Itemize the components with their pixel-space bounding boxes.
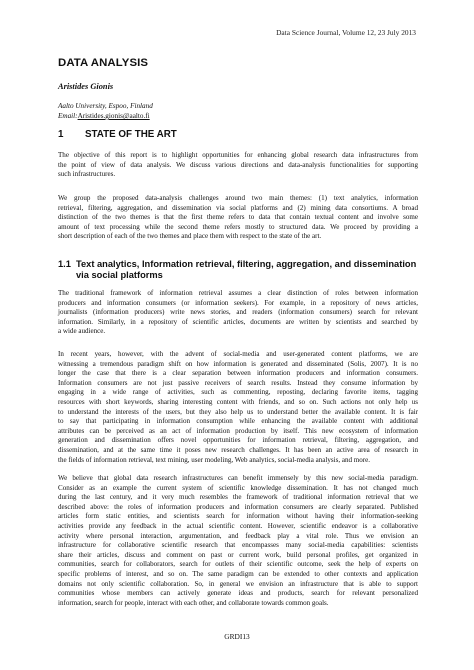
text-line: Information consumers are not just passive receivers of search results. Instead they consume information by bbox=[58, 378, 418, 387]
paragraph-1 bbox=[58, 151, 418, 180]
text-line: information, search for people, interact with each other, and collaborate towards common goals. bbox=[58, 598, 329, 607]
text-line: longer the case that there is a clear separation between information producers and information consumers. bbox=[58, 369, 418, 378]
section-title: STATE OF THE ART bbox=[85, 129, 177, 140]
text-line: journalists (information producers) write news stories, and readers (information consumers) search for relevant bbox=[58, 308, 418, 317]
email-label: Email: bbox=[58, 112, 78, 120]
paragraph-4 bbox=[58, 350, 418, 465]
page-footer: GRDI13 bbox=[224, 632, 250, 641]
text-line: during the last century, and it very much resembles the framework of traditional information retrieval that we bbox=[58, 493, 418, 502]
text-line: information. Similarly, in a repository of scientific articles, documents are written by scientists and searched by bbox=[58, 317, 418, 326]
text-line: short description of each of the two themes and place them with respect to the state of the art. bbox=[58, 232, 322, 241]
text-line: articles form static entities, and scientists search for information without having their information-seeking bbox=[58, 512, 418, 521]
text-line: The traditional framework of information retrieval assumes a clear distinction of roles between information bbox=[58, 289, 418, 297]
affiliation-block bbox=[58, 101, 153, 121]
section-number: 1 bbox=[58, 129, 64, 140]
text-line: In recent years, however, with the advent of social-media and user-generated content platforms, we are bbox=[58, 350, 418, 358]
text-line: witnessing a tremendous paradigm shift on how information is generated and disseminated (Solis, 2007). It is no bbox=[58, 359, 418, 368]
text-line: such infrastructures. bbox=[58, 170, 116, 179]
text-line: domains not only scientific collaboration. So, in general we envision an infrastructure that is able to support bbox=[58, 579, 418, 588]
text-line: The objective of this report is to highlight opportunities for enhancing global research data infrastructures from bbox=[58, 151, 418, 159]
text-line: communities whose members can actively generate ideas and products, search for relevant personalized bbox=[58, 589, 418, 598]
text-line: generation and dissemination offers novel opportunities for information retrieval, filtering, aggregation, and bbox=[58, 436, 418, 445]
paper-title: DATA ANALYSIS bbox=[58, 57, 149, 69]
text-line: share their articles, discuss and comment on past or current work, build personal profiles, get organized in bbox=[58, 550, 418, 559]
subsection-number: 1.1 bbox=[58, 259, 71, 269]
text-line: Consider as an example the current system of scientific knowledge dissemination. It has not changed much bbox=[58, 483, 418, 492]
text-line: attributes can be perceived as an act of information production by itself. This new ecosystem of information bbox=[58, 426, 418, 435]
running-head: Data Science Journal, Volume 12, 23 July 2013 bbox=[276, 28, 416, 37]
text-line: to understand the interests of the users, but they also help us to understand better the available content. It is fair bbox=[58, 407, 418, 416]
text-line: communities, search for collaborators, search for outlets of their scientific outcome, seek the help of experts on bbox=[58, 560, 418, 569]
text-line: producers and information consumers (or information seekers). For example, in a repository of news articles, bbox=[58, 298, 418, 307]
text-line: activities provide any feedback in the actual scientific content. However, scientific endeavor is a collaborative bbox=[58, 521, 418, 530]
email-line bbox=[58, 111, 153, 121]
subsection-title: Text analytics, Information retrieval, filtering, aggregation, and dissemination via social platforms bbox=[76, 259, 417, 280]
email-link[interactable]: Aristides.gionis@aalto.fi bbox=[77, 112, 150, 120]
text-line: distinction of the two themes is that the first theme refers to data that contain textual content and involve some bbox=[58, 213, 418, 222]
subsection-heading bbox=[58, 259, 418, 281]
text-line: to say that participating in information consumption while enhancing the available content with additional bbox=[58, 417, 418, 426]
text-line: We group the proposed data-analysis challenges around two main themes: (1) text analytics, information bbox=[58, 194, 418, 202]
text-line: a wide audience. bbox=[58, 327, 106, 336]
affiliation: Aalto University, Espoo, Finland bbox=[58, 102, 153, 110]
author-name: Aristides Gionis bbox=[58, 82, 114, 91]
text-line: the fields of information retrieval, text mining, user modeling, Web analytics, social-media analysis, and more. bbox=[58, 455, 371, 464]
text-line: the point of view of data analysis. We discuss various directions and data-analysis functionalities for supporting bbox=[58, 160, 418, 169]
paragraph-3 bbox=[58, 289, 418, 337]
text-line: amount of text processing while the second theme refers mostly to structured data. We proceed by providing a bbox=[58, 222, 418, 231]
text-line: specific problems of interest, and so on. The same paradigm can be extended to other contexts and application bbox=[58, 569, 418, 578]
text-line: We believe that global data research infrastructures can benefit immensely by this new social-media paradigm. bbox=[58, 474, 418, 482]
text-line: described above: the roles of information producers and information consumers are clearly separated. Published bbox=[58, 502, 418, 511]
text-line: retrieval, filtering, aggregation, and dissemination via social platforms and (2) mining data consortiums. A broad bbox=[58, 203, 418, 212]
paragraph-2 bbox=[58, 194, 418, 242]
text-line: dissemination, and at the same time it poses new research challenges. It has been an active area of research in bbox=[58, 445, 418, 454]
text-line: engaging in a wide range of activities, such as commenting, reposting, declaring favorite items, tagging bbox=[58, 388, 418, 397]
paragraph-5 bbox=[58, 474, 418, 608]
section-heading bbox=[58, 129, 177, 140]
text-line: infrastructure for collaborative scientific research that encompasses many social-media capabilities: scientists bbox=[58, 541, 418, 550]
text-line: resources with short keywords, sharing interesting content with friends, and so on. Such actions not only help us bbox=[58, 397, 418, 406]
text-line: activity where personal interaction, argumentation, and feedback play a vital role. Thus we envision an bbox=[58, 531, 418, 540]
